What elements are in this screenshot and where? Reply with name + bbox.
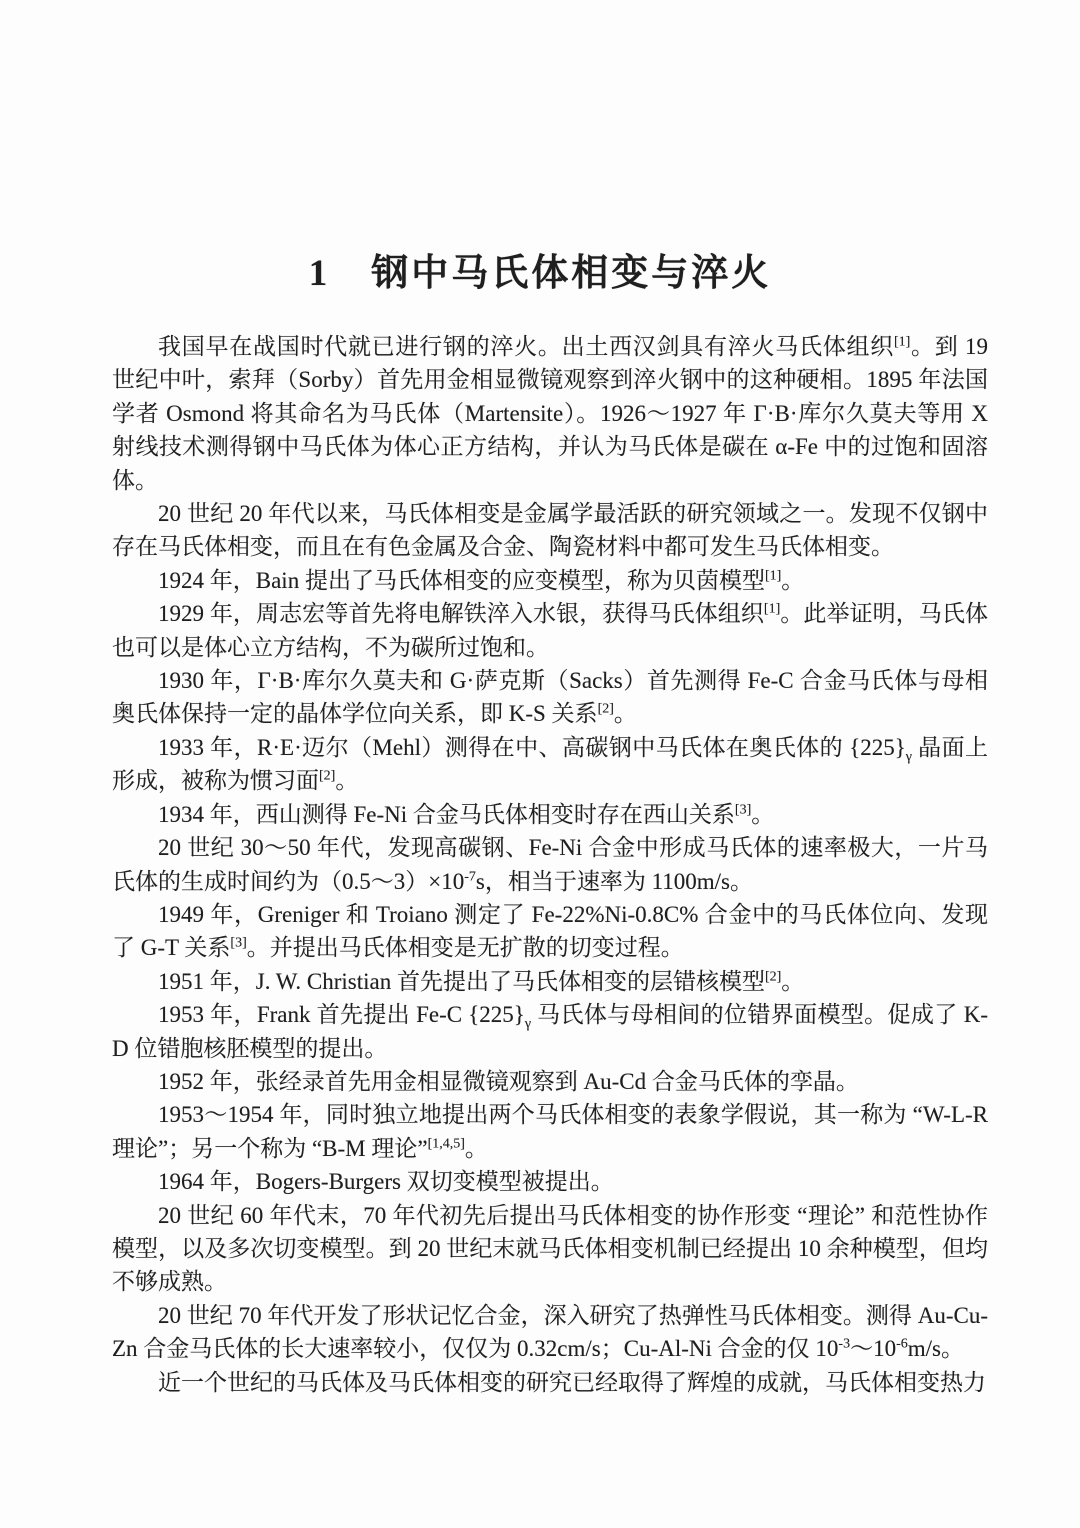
citation-superscript: [2]: [764, 969, 782, 985]
chapter-number: 1: [308, 253, 328, 294]
text-run: 。: [781, 567, 805, 593]
citation-superscript: -7: [464, 868, 476, 884]
paragraph: [112, 998, 988, 1065]
paragraph: [112, 1299, 988, 1366]
text-run: 我国早在战国时代就已进行钢的淬火。出土西汉剑具有淬火马氏体组织: [158, 334, 894, 359]
text-run: 1930 年，Г·В·库尔久莫夫和 G·萨克斯（Sacks）首先测得 Fe-C 合金马氏体与母相奥氏体保持一定的晶体学位向关系，即 K-S 关系: [112, 668, 988, 727]
chapter-title: [0, 242, 1080, 296]
citation-superscript: [3]: [734, 802, 752, 818]
text-run: 1949 年，Greniger 和 Troiano 测定了 Fe-22%Ni-0.8C% 合金中的马氏体位向、发现了 G-T 关系: [112, 901, 988, 961]
subscript: γ: [905, 749, 912, 765]
text-run: 晶面上形成，被称为惯习面: [112, 734, 989, 794]
text-run: m/s。: [907, 1336, 964, 1362]
paragraph: [112, 1165, 988, 1198]
text-run: 20 世纪 20 年代以来，马氏体相变是金属学最活跃的研究领域之一。发现不仅钢中存在马氏体相变，而且在有色金属及合金、陶瓷材料中都可发生马氏体相变。: [112, 501, 988, 560]
paragraph: [112, 831, 988, 898]
citation-superscript: [1]: [763, 601, 781, 617]
paragraph: [112, 497, 988, 564]
text-run: 。: [613, 701, 637, 727]
text-run: 1952 年，张经录首先用金相显微镜观察到 Au-Cd 合金马氏体的孪晶。: [158, 1068, 859, 1094]
text-run: 。: [335, 768, 359, 794]
citation-superscript: [2]: [319, 768, 336, 784]
citation-superscript: [1]: [893, 334, 911, 350]
citation-superscript: [3]: [230, 935, 247, 951]
paragraph: [112, 564, 988, 597]
citation-superscript: -3: [838, 1336, 851, 1352]
text-run: 1951 年，J. W. Christian 首先提出了马氏体相变的层错核模型: [158, 968, 765, 994]
paragraph: [112, 1065, 988, 1098]
text-run: 。此举证明，马氏体也可以是体心立方结构，不为碳所过饱和。: [112, 601, 989, 660]
citation-superscript: -6: [896, 1336, 908, 1352]
paragraph: [112, 1366, 988, 1399]
paragraph: [112, 898, 988, 965]
citation-superscript: [1]: [764, 568, 782, 584]
text-run: 马氏体与母相间的位错界面模型。促成了 K-D 位错胞核胚模型的提出。: [112, 1002, 988, 1061]
paragraph: [112, 731, 988, 798]
text-run: 。: [781, 968, 805, 994]
text-run: 1934 年，西山测得 Fe-Ni 合金马氏体相变时存在西山关系: [158, 801, 735, 827]
text-run: 1924 年，Bain 提出了马氏体相变的应变模型，称为贝茵模型: [158, 567, 765, 593]
text-run: 。: [751, 801, 775, 827]
page-body: [112, 330, 988, 1399]
text-run: 20 世纪 70 年代开发了形状记忆合金，深入研究了热弹性马氏体相变。测得 Au-Cu-Zn 合金马氏体的长大速率较小，仅仅为 0.32cm/s；Cu-Al-Ni 合金的仅 10: [112, 1302, 988, 1362]
paragraph: [112, 1199, 988, 1299]
citation-superscript: [2]: [597, 701, 614, 717]
text-run: ～10: [850, 1336, 897, 1362]
text-run: 20 世纪 60 年代末，70 年代初先后提出马氏体相变的协作形变 “理论” 和范性协作模型，以及多次切变模型。到 20 世纪末就马氏体相变机制已经提出 10 余种模型，但均不够成熟。: [112, 1202, 988, 1295]
paragraph: [112, 597, 988, 664]
paragraph: [112, 965, 988, 998]
text-run: 。到 19 世纪中叶，索拜（Sorby）首先用金相显微镜观察到淬火钢中的这种硬相。1895 年法国学者 Osmond 将其命名为马氏体（Martensite）。1926～1927 年 Г·В·库尔久莫夫等用 X 射线技术测得钢中马氏体为体心正方结构，并认为马氏体是碳在 α-Fe 中的过饱和固溶体。: [112, 334, 989, 493]
chapter-title-text: 钢中马氏体相变与淬火: [371, 253, 772, 294]
text-run: 。并提出马氏体相变是无扩散的切变过程。: [246, 935, 684, 961]
citation-superscript: [1,4,5]: [427, 1136, 465, 1152]
text-run: 1953～1954 年，同时独立地提出两个马氏体相变的表象学假说，其一称为 “W-L-R 理论”；另一个称为 “B-M 理论”: [112, 1102, 988, 1161]
text-run: 1929 年，周志宏等首先将电解铁淬入水银，获得马氏体组织: [158, 601, 764, 627]
text-run: 1933 年，R·E·迈尔（Mehl）测得在中、高碳钢中马氏体在奥氏体的 {225}: [158, 734, 906, 760]
text-run: 1964 年，Bogers-Burgers 双切变模型被提出。: [158, 1169, 614, 1195]
text-run: 1953 年，Frank 首先提出 Fe-C {225}: [158, 1002, 525, 1028]
text-run: s，相当于速率为 1100m/s。: [475, 868, 753, 894]
text-run: 20 世纪 30～50 年代，发现高碳钢、Fe-Ni 合金中形成马氏体的速率极大，一片马氏体的生成时间约为（0.5～3）×10: [112, 835, 988, 894]
subscript: γ: [524, 1016, 532, 1032]
text-run: 。: [464, 1135, 488, 1161]
paragraph: [112, 330, 988, 497]
paragraph: [112, 664, 988, 731]
paragraph: [112, 1098, 988, 1165]
text-run: 近一个世纪的马氏体及马氏体相变的研究已经取得了辉煌的成就，马氏体相变热力: [158, 1369, 986, 1395]
paragraph: [112, 798, 988, 831]
